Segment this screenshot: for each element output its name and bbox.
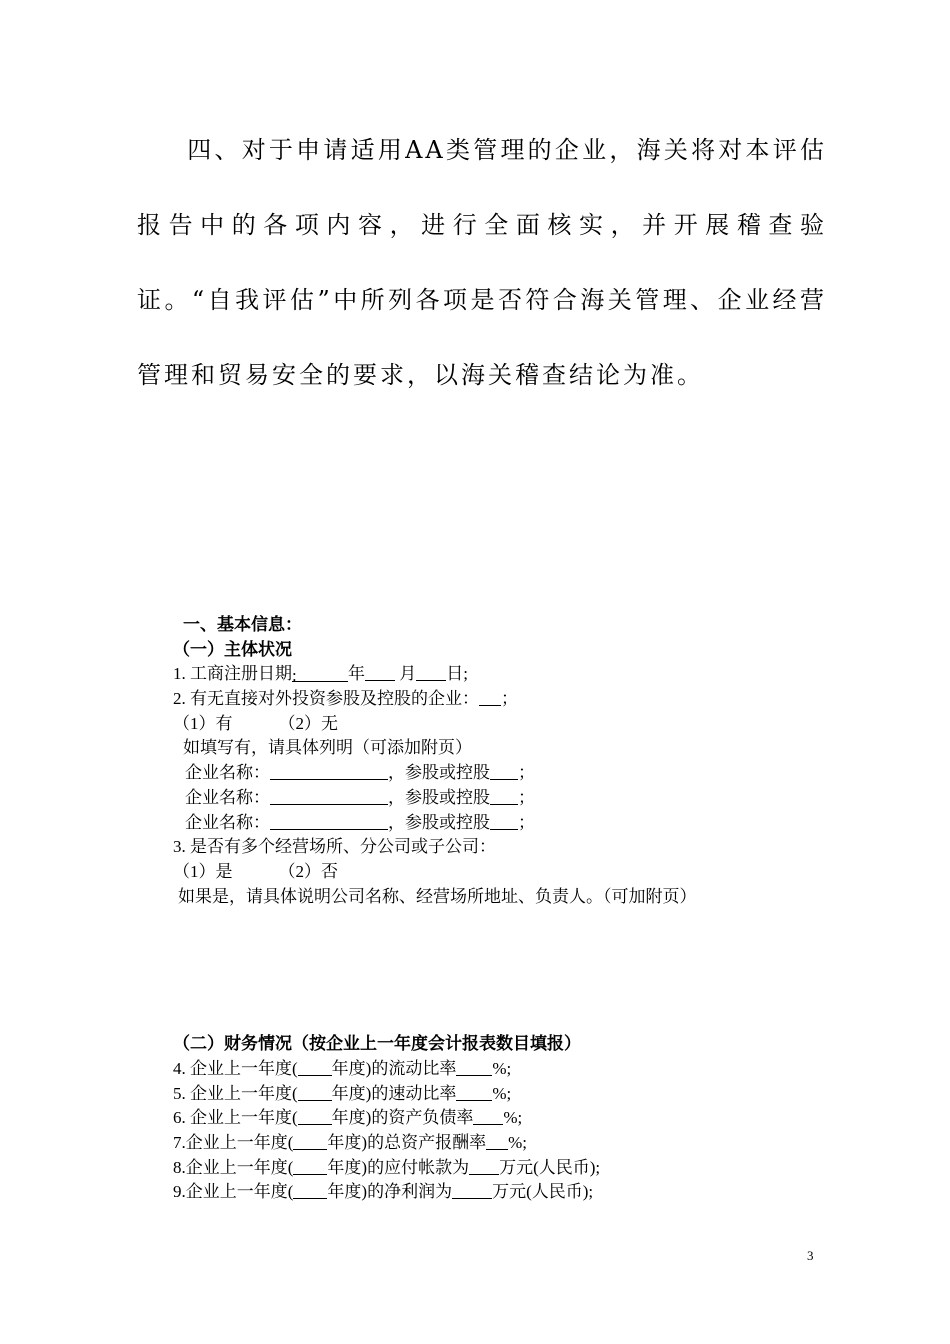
- q4-mid: 年度)的流动比率: [331, 1058, 457, 1078]
- q7-value-blank[interactable]: [486, 1132, 508, 1150]
- q5-value-blank[interactable]: [456, 1083, 492, 1101]
- q1-blank-year[interactable]: [292, 664, 348, 686]
- q5-year-blank[interactable]: [298, 1083, 332, 1101]
- investment-options: [173, 712, 793, 737]
- q6-value-blank[interactable]: [473, 1107, 503, 1125]
- q8-end: 万元(人民币);: [499, 1157, 601, 1177]
- q8-year-blank[interactable]: [293, 1157, 327, 1175]
- q7-mid: 年度)的总资产报酬率: [327, 1133, 487, 1152]
- q1-year: 年: [348, 664, 365, 684]
- q5-label: 5. 企业上一年度(: [173, 1083, 298, 1103]
- q6-year-blank[interactable]: [298, 1107, 332, 1125]
- q5-end: %;: [492, 1083, 512, 1103]
- q3-option-no[interactable]: （2）否: [278, 861, 338, 881]
- company-end: ；: [518, 763, 535, 783]
- branches-options: [173, 860, 793, 885]
- assessment-paragraph: [137, 113, 827, 413]
- paragraph-text: 四、对于申请适用AA类管理的企业，海关将对本评估报告中的各项内容，进行全面核实，并开展稽查验证。“自我评估”中所列各项是否符合海关管理、企业经营管理和贸易安全的要求，以海关稽查结论为准。: [137, 136, 827, 389]
- company-row-2: [173, 786, 793, 811]
- finance-q6: [173, 1106, 793, 1131]
- q1-month: 月: [399, 664, 417, 684]
- branches-line: 3. 是否有多个经营场所、分公司或子公司：: [173, 837, 496, 857]
- q6-mid: 年度)的资产负债率: [331, 1108, 474, 1128]
- spacer: [173, 909, 793, 1032]
- registration-date-line: [173, 662, 793, 687]
- stake-blank-1[interactable]: [490, 762, 518, 780]
- q9-mid: 年度)的净利润为: [327, 1182, 453, 1202]
- page-number: 3: [807, 1248, 814, 1263]
- q4-value-blank[interactable]: [456, 1058, 492, 1076]
- basic-info-heading: 一、基本信息：: [183, 615, 302, 634]
- q2-option-no[interactable]: （2）无: [278, 713, 338, 733]
- company-end: ；: [518, 812, 535, 832]
- q7-label: 7.企业上一年度(: [173, 1133, 294, 1152]
- investment-line: [173, 687, 793, 712]
- q8-mid: 年度)的应付帐款为: [327, 1157, 470, 1177]
- q1-day: 日;: [446, 664, 468, 684]
- q4-year-blank[interactable]: [298, 1058, 332, 1076]
- q8-label: 8.企业上一年度(: [173, 1157, 294, 1177]
- company-label: 企业名称：: [185, 812, 270, 832]
- finance-q8: [173, 1156, 793, 1181]
- q6-label: 6. 企业上一年度(: [173, 1108, 298, 1128]
- company-mid: ，参股或控股: [388, 787, 490, 807]
- company-end: ；: [518, 787, 535, 807]
- q1-blank-day[interactable]: [416, 663, 446, 681]
- finance-q5: [173, 1082, 793, 1107]
- company-row-1: [173, 761, 793, 786]
- company-name-blank-3[interactable]: [270, 812, 388, 830]
- basic-info-form: [173, 613, 793, 1205]
- q9-value-blank[interactable]: [452, 1181, 492, 1199]
- finance-q4: [173, 1057, 793, 1082]
- q9-year-blank[interactable]: [293, 1181, 327, 1199]
- q1-colon: :: [292, 666, 297, 686]
- q9-end: 万元(人民币);: [492, 1182, 594, 1202]
- q2-label: 2. 有无直接对外投资参股及控股的企业：: [173, 689, 479, 709]
- q8-value-blank[interactable]: [469, 1157, 499, 1175]
- q2-end: ；: [501, 689, 518, 709]
- q7-year-blank[interactable]: [293, 1132, 327, 1150]
- company-mid: ，参股或控股: [388, 812, 490, 832]
- q7-end: %;: [508, 1133, 527, 1152]
- stake-blank-3[interactable]: [490, 812, 518, 830]
- q6-end: %;: [503, 1108, 523, 1128]
- finance-heading: （二）财务情况（按企业上一年度会计报表数目填报）: [173, 1034, 581, 1054]
- stake-blank-2[interactable]: [490, 787, 518, 805]
- q2-blank[interactable]: [479, 688, 501, 706]
- subject-status-heading: （一）主体状况: [173, 639, 292, 659]
- company-name-blank-2[interactable]: [270, 787, 388, 805]
- q4-end: %;: [492, 1058, 512, 1078]
- q5-mid: 年度)的速动比率: [331, 1083, 457, 1103]
- company-label: 企业名称：: [185, 787, 270, 807]
- q3-option-yes[interactable]: （1）是: [173, 861, 233, 881]
- q9-label: 9.企业上一年度(: [173, 1182, 294, 1202]
- branches-note: 如果是，请具体说明公司名称、经营场所地址、负责人。（可加附页）: [178, 886, 697, 906]
- finance-q7: [173, 1131, 793, 1156]
- company-mid: ，参股或控股: [388, 763, 490, 783]
- q1-blank-month[interactable]: [365, 663, 395, 681]
- investment-note: 如填写有，请具体列明（可添加附页）: [183, 738, 472, 758]
- q1-label: 1. 工商注册日期: [173, 664, 292, 684]
- q4-label: 4. 企业上一年度(: [173, 1058, 298, 1078]
- finance-q9: [173, 1180, 793, 1205]
- company-label: 企业名称：: [185, 763, 270, 783]
- q2-option-yes[interactable]: （1）有: [173, 713, 233, 733]
- company-row-3: [173, 811, 793, 836]
- company-name-blank-1[interactable]: [270, 762, 388, 780]
